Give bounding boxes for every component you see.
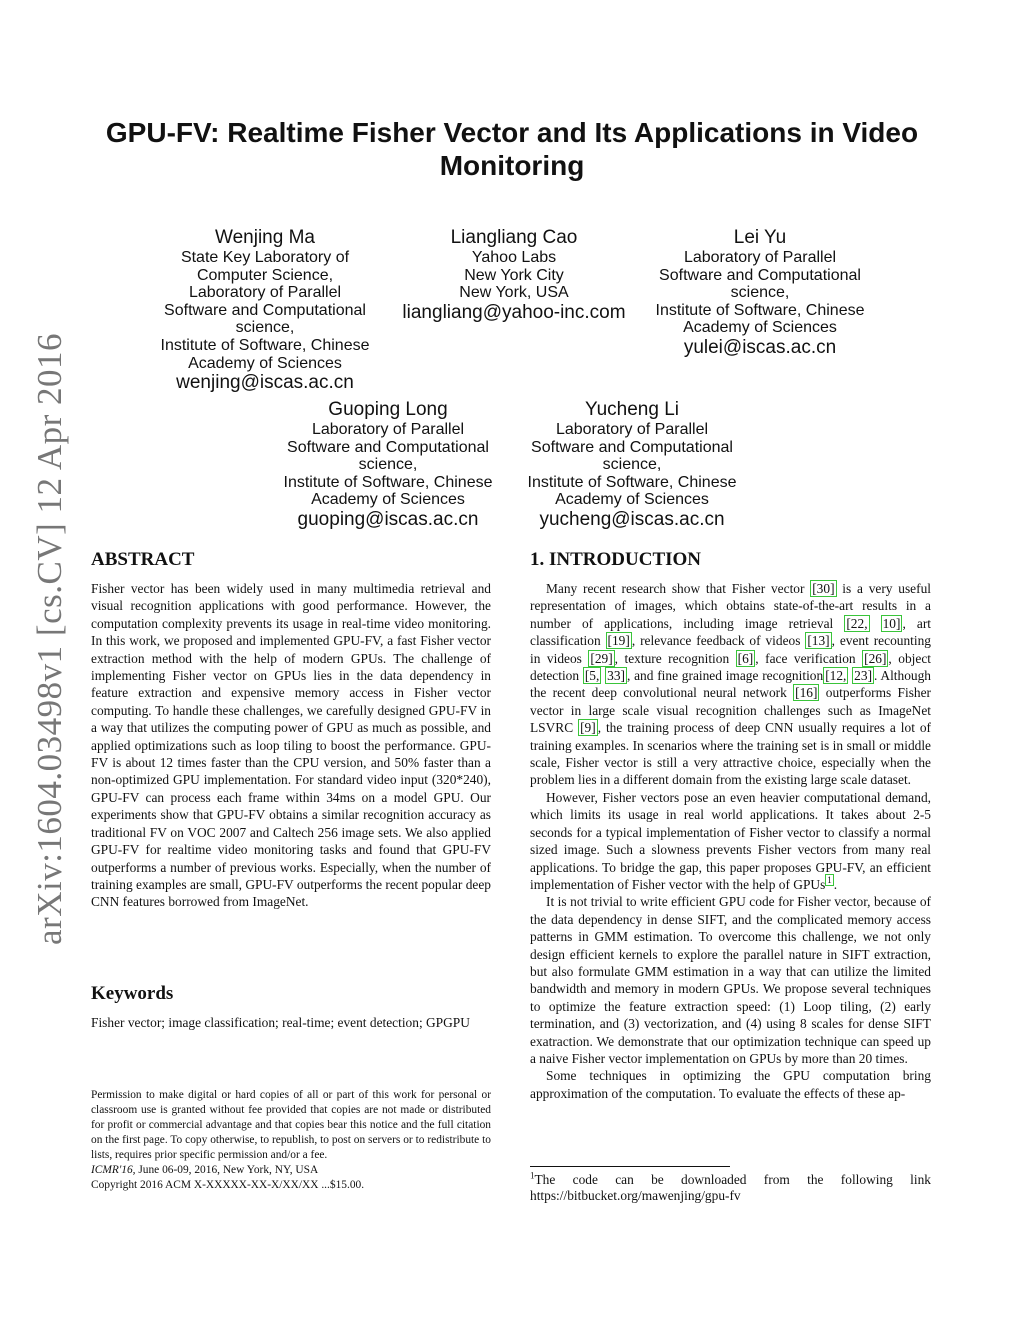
author-affiliation-line: Laboratory of Parallel bbox=[188, 284, 342, 302]
keywords-section bbox=[91, 982, 511, 1031]
author-affiliation-line: New York, USA bbox=[459, 284, 569, 302]
keywords-text: Fisher vector; image classification; real-time; event detection; GPGPU bbox=[91, 1015, 470, 1030]
intro-paragraph-1: Many recent research show that Fisher vector [30] is a very useful representation of images, which obtains state-of-the-art results in a number of applications, including image retrieval [22, 10] , art classification [19] , relevance feedback of videos [13] , event recounting in videos [29] , texture recognition [6] , face verification [26] , object detection [5, 33] , and fine grained image recognition [12, 23] . Although the recent deep convolutional neural network [16] outperforms Fisher vector in large scale visual recognition challenges such as ImageNet LSVRC [9] , the training process of deep CNN usually requires a lot of training examples. In scenarios where the training set is in small or middle scale, Fisher vector is still a very attractive choice, especially when the problem lies in a different domain from the existing large scale dataset. bbox=[530, 581, 932, 788]
citation-link[interactable]: [30] bbox=[812, 581, 835, 596]
author-affiliation-line: Computer Science, bbox=[196, 266, 334, 284]
citation-link[interactable]: [12, bbox=[825, 668, 847, 684]
keywords-heading: Keywords bbox=[91, 983, 174, 1004]
author-name: Wenjing Ma bbox=[215, 227, 315, 248]
author-name: Liangliang Cao bbox=[450, 227, 578, 248]
author-affiliation-line: Software and Computational bbox=[287, 438, 489, 456]
intro-paragraph-3: It is not trivial to write efficient GPU code for Fisher vector, because of the data dependency in dense SIFT, and the complicated memory access patterns in GMM estimation. To overcome this challenge, we not only design efficient kernels to explore the parallel nature in SIFT extraction, but also formulate GMM estimation in a way that can utilize the limited bandwidth and memory in modern GPUs. We propose several techniques to optimize the feature extraction speed: (1) Loop tiling, (2) early termination, and (3) vectorization, and (4) using 8 scales for dense SIFT exatraction. We demonstrate that our optimization technique can speed up a naive Fisher vector implementation on GPUs by more than 20 times. bbox=[530, 894, 931, 1066]
footnote-text: The code can be downloaded from the following link https://bitbucket.org/mawenjing/gpu-fv bbox=[530, 1172, 931, 1203]
introduction-heading: 1. INTRODUCTION bbox=[530, 549, 702, 570]
author-block bbox=[268, 398, 508, 531]
citation-link[interactable]: 33] bbox=[607, 668, 625, 684]
permission-text: Permission to make digital or hard copies of all or part of this work for personal or classroom use is granted without fee provided that copies are not made or distributed for profit or commercial advantage and that copies bear this notice and the full citation on the first page. To copy otherwise, to republish, to post on servers or to redistribute to lists, requires prior specific permission and/or a fee. bbox=[91, 1089, 491, 1161]
copyright-line: Copyright 2016 ACM X-XXXXX-XX-X/XX/XX ...$15.00. bbox=[91, 1179, 365, 1191]
author-affiliation-line: Yahoo Labs bbox=[471, 249, 557, 266]
author-affiliation-line: Software and Computational bbox=[164, 301, 366, 319]
author-name: Guoping Long bbox=[328, 399, 448, 420]
footnote bbox=[530, 1172, 931, 1204]
conference-detail: June 06-09, 2016, New York, NY, USA bbox=[135, 1164, 319, 1176]
conference-name: ICMR'16, bbox=[91, 1164, 136, 1176]
paper-title: GPU-FV: Realtime Fisher Vector and Its Applications in Video Monitoring bbox=[105, 117, 919, 181]
author-affiliation-line: New York City bbox=[464, 266, 564, 284]
author-affiliation-line: Laboratory of Parallel bbox=[555, 421, 709, 438]
permission-notice bbox=[91, 1088, 491, 1193]
author-affiliation-line: Software and Computational bbox=[659, 266, 861, 284]
citation-link[interactable]: [22, bbox=[846, 615, 868, 631]
citation-link[interactable]: 23] bbox=[854, 668, 873, 684]
author-affiliation-line: science, bbox=[730, 284, 790, 302]
footnote-divider bbox=[530, 1166, 730, 1167]
author-block bbox=[512, 398, 752, 531]
citation-link[interactable]: 10] bbox=[882, 615, 901, 631]
author-affiliation-line: Academy of Sciences bbox=[311, 491, 465, 509]
arxiv-identifier: arXiv:1604.03498v1 [cs.CV] 12 Apr 2016 bbox=[30, 332, 69, 945]
author-block bbox=[640, 226, 880, 359]
author-affiliation-line: Institute of Software, Chinese bbox=[160, 336, 370, 354]
abstract-text: Fisher vector has been widely used in many multimedia retrieval and visual recognition applications with good performance. However, the computation complexity prevents its usage in real-time video monitoring. In this work, we proposed and implemented GPU-FV, a fast Fisher vector extraction method with the help of modern GPUs. The challenge of implementing Fisher vector on GPUs lies in the data dependency in feature extraction and expensive memory access in Fisher vector computing. To handle these challenges, we carefully designed GPU-FV in a way that utilizes the computing power of GPU as much as possible, and applied optimizations such as loop tiling to boost the performance. GPU-FV is about 12 times faster than the CPU version, and 50% faster than a non-optimized GPU implementation. For standard video input (320*240), GPU-FV can process each frame within 34ms on a model GPU. Our experiments show that GPU-FV obtains a similar recognition accuracy as traditional FV on VOC 2007 and Caltech 256 image sets. We also applied GPU-FV for realtime video monitoring tasks and found that GPU-FV outperforms a number of previous works. Especially, when the number of training examples are small, GPU-FV outperforms the recent popular deep CNN features borrowed from ImageNet. bbox=[91, 581, 491, 910]
author-name: Yucheng Li bbox=[584, 399, 680, 420]
introduction-section bbox=[530, 548, 931, 1102]
citation-link[interactable]: [9] bbox=[580, 720, 596, 736]
intro-paragraph-2: However, Fisher vectors pose an even heavier computational demand, which limits its usage in real world applications. It takes about 2-5 seconds for a typical implementation of Fisher vector to classify a normal sized image. Such a slowness prevents Fisher vectors from many real applications. To bridge the gap, this paper proposes GPU-FV, an efficient implementation of Fisher vector with the help of GPUs $^1$ . bbox=[530, 789, 931, 892]
author-affiliation-line: Software and Computational bbox=[531, 438, 733, 456]
citation-link[interactable]: [13] bbox=[807, 633, 830, 649]
author-affiliation-line: Academy of Sciences bbox=[555, 491, 709, 509]
author-affiliation-line: State Key Laboratory of bbox=[180, 249, 350, 266]
citation-link[interactable]: [6] bbox=[737, 650, 754, 666]
author-block bbox=[384, 226, 644, 324]
citation-link[interactable]: [29] bbox=[590, 650, 613, 666]
author-affiliation-line: Laboratory of Parallel bbox=[311, 421, 465, 438]
author-email: liangliang@yahoo-inc.com bbox=[402, 301, 626, 323]
author-affiliation-line: Institute of Software, Chinese bbox=[527, 473, 737, 491]
citation-link[interactable]: [26] bbox=[864, 650, 887, 666]
author-email: wenjing@iscas.ac.cn bbox=[176, 372, 354, 394]
conference-line bbox=[91, 1163, 491, 1178]
author-name: Lei Yu bbox=[733, 227, 787, 248]
citation-link[interactable]: [16] bbox=[795, 685, 818, 701]
author-affiliation-line: science, bbox=[358, 456, 418, 474]
author-affiliation-line: Academy of Sciences bbox=[683, 319, 837, 337]
citation-link[interactable]: [5, bbox=[584, 668, 600, 684]
intro-paragraph-4: Some techniques in optimizing the GPU computation bring approximation of the computation. To evaluate the effects of these ap- bbox=[530, 1068, 931, 1101]
abstract-heading: ABSTRACT bbox=[91, 549, 195, 570]
author-affiliation-line: Academy of Sciences bbox=[188, 354, 342, 372]
author-email: guoping@iscas.ac.cn bbox=[297, 508, 479, 530]
author-email: yulei@iscas.ac.cn bbox=[683, 336, 837, 358]
author-affiliation-line: science, bbox=[235, 319, 295, 337]
author-affiliation-line: science, bbox=[602, 456, 662, 474]
citation-link[interactable]: [19] bbox=[607, 633, 630, 649]
author-affiliation-line: Institute of Software, Chinese bbox=[283, 473, 493, 491]
author-affiliation-line: Institute of Software, Chinese bbox=[655, 301, 865, 319]
abstract-section bbox=[91, 548, 491, 911]
footnote-mark: 1 bbox=[530, 1170, 535, 1181]
author-email: yucheng@iscas.ac.cn bbox=[539, 508, 725, 530]
author-block bbox=[145, 226, 385, 394]
footnote-link[interactable]: 1 bbox=[827, 875, 832, 886]
author-affiliation-line: Laboratory of Parallel bbox=[683, 249, 837, 266]
